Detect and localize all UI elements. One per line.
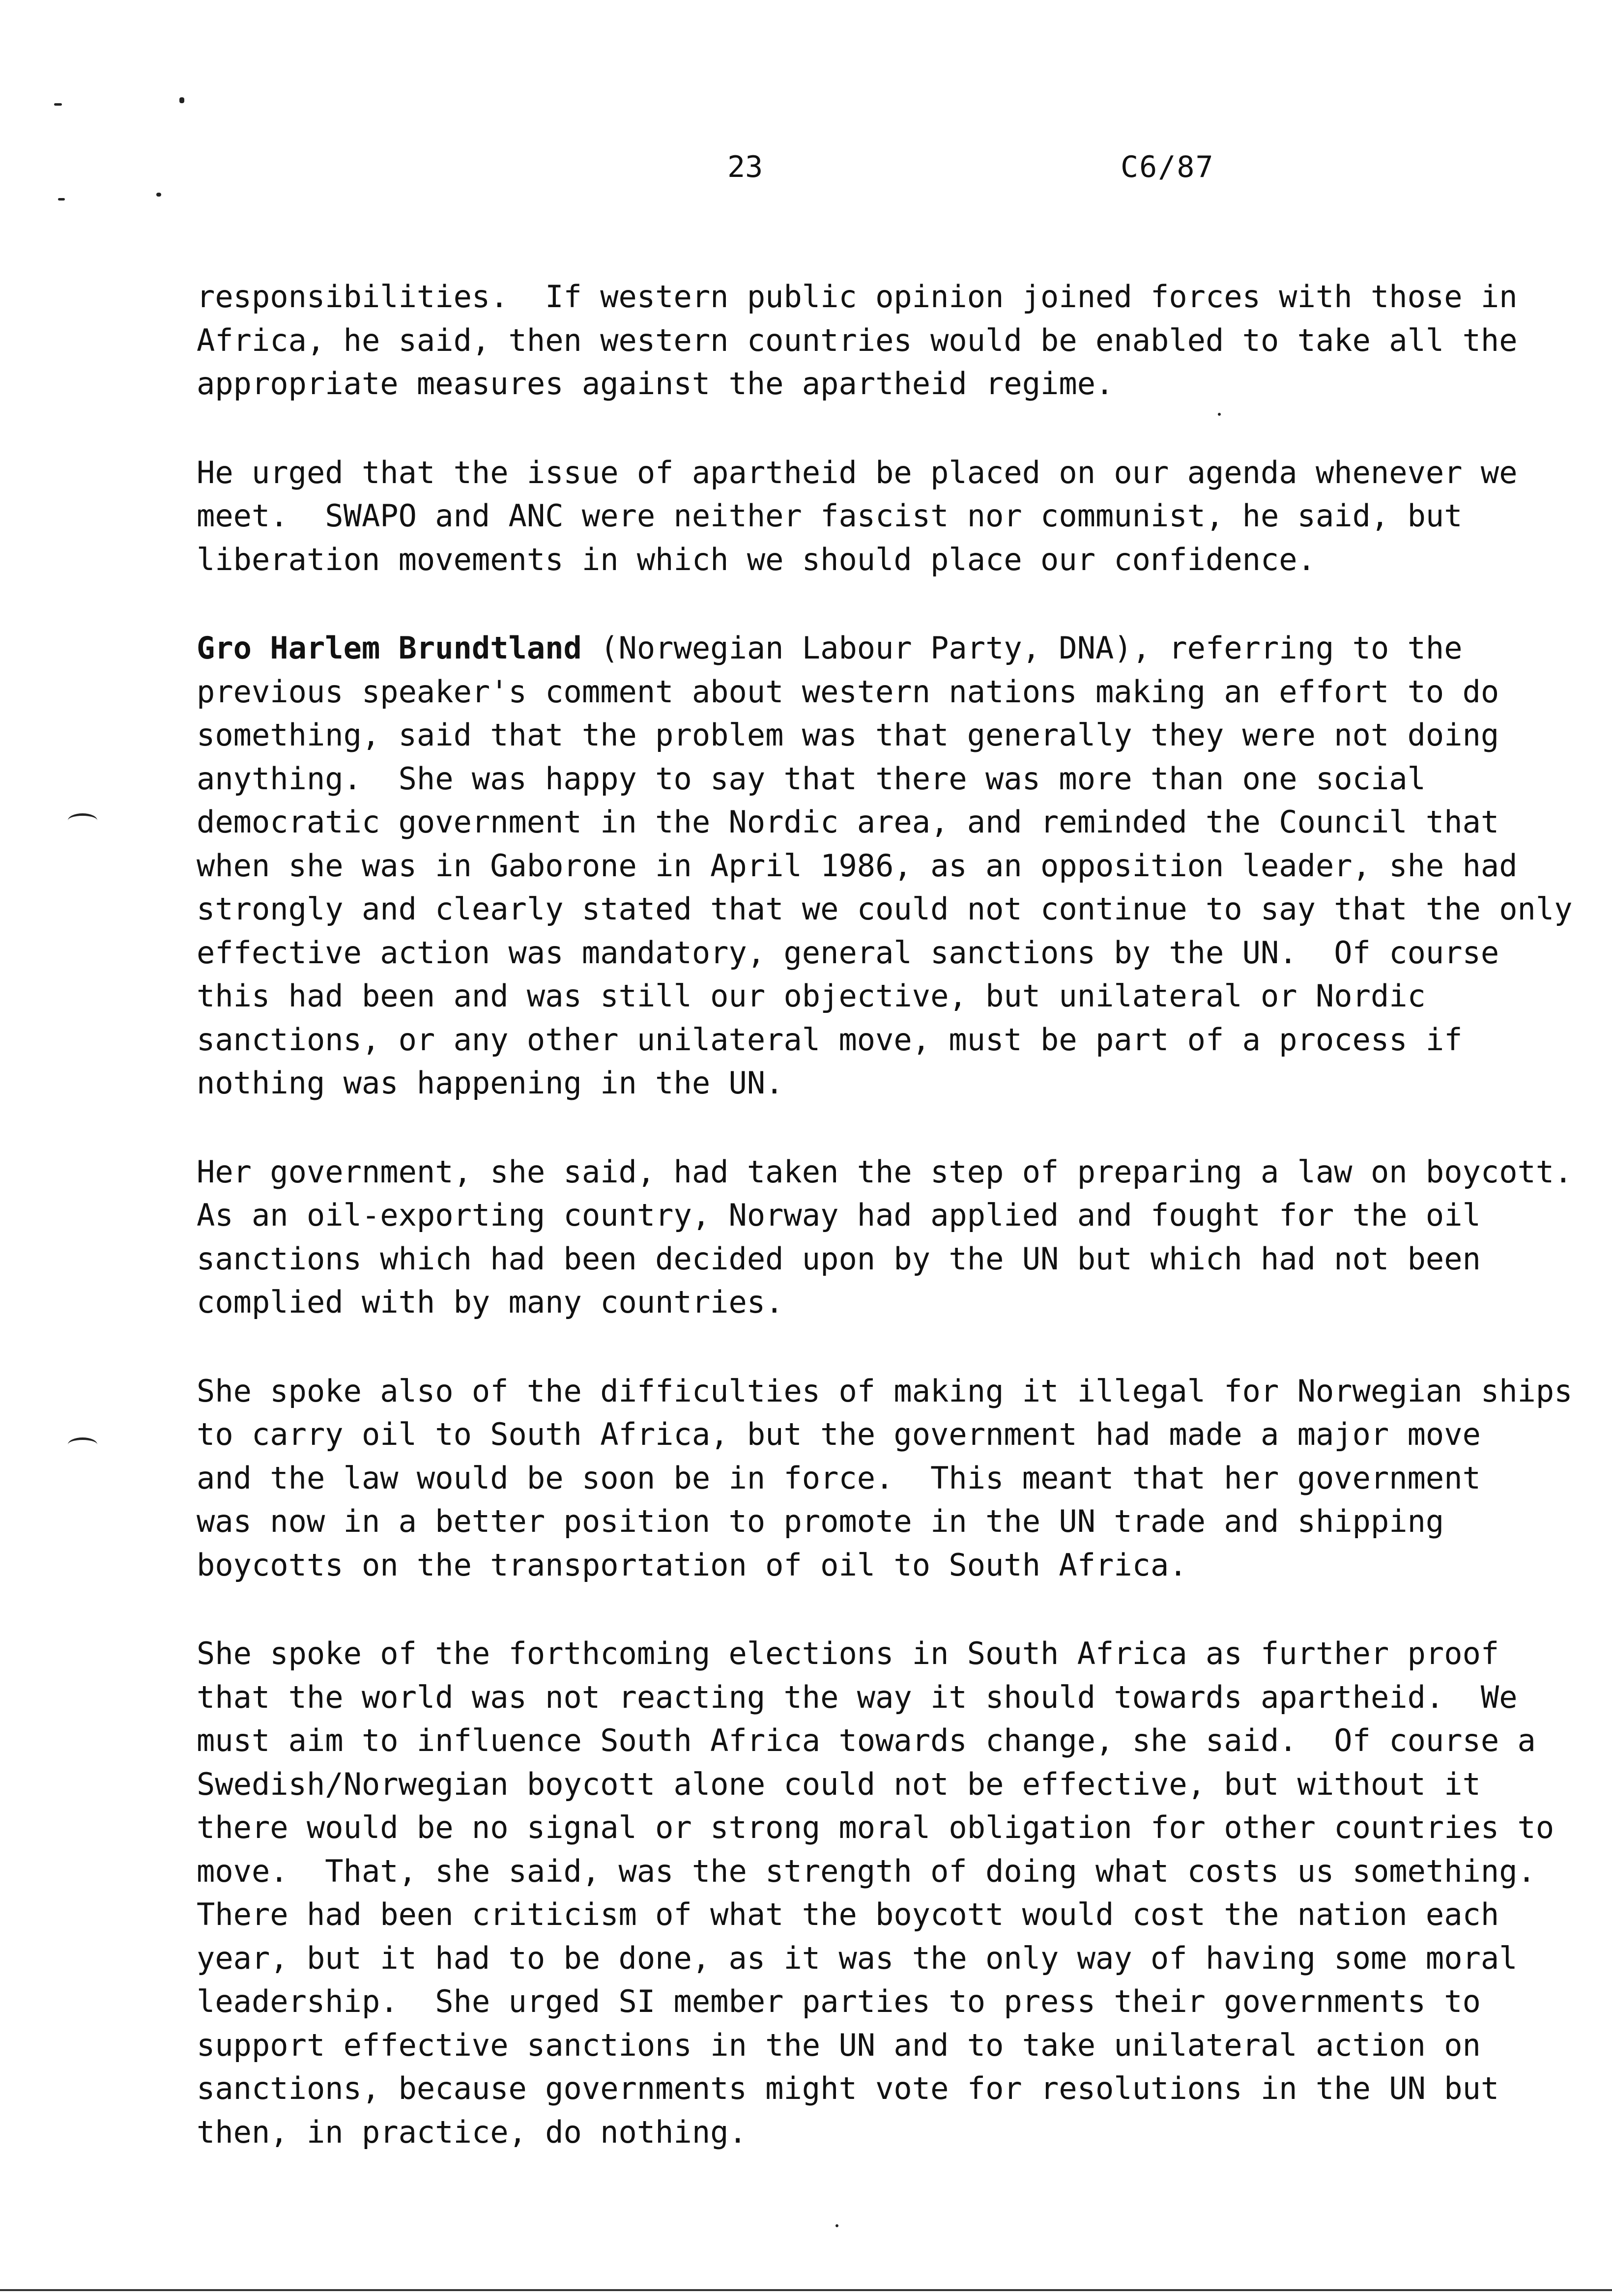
document-body xyxy=(197,275,1573,2199)
text-line: democratic government in the Nordic area, and reminded the Council that xyxy=(197,804,1499,840)
page-header xyxy=(727,147,1293,187)
text-line: then, in practice, do nothing. xyxy=(197,2114,747,2150)
text-line: leadership. She urged SI member parties to press their governments to xyxy=(197,1983,1481,2019)
paragraph xyxy=(197,275,1518,406)
text-line: move. That, she said, was the strength of doing what costs us something. xyxy=(197,1853,1536,1889)
text-line: complied with by many countries. xyxy=(197,1284,784,1320)
text-line: appropriate measures against the apartheid regime. xyxy=(197,366,1114,402)
text-line: and the law would be soon be in force. This meant that her government xyxy=(197,1460,1481,1496)
text-line: anything. She was happy to say that there was more than one social xyxy=(197,760,1426,797)
text-line: year, but it had to be done, as it was the only way of having some moral xyxy=(197,1940,1518,1976)
text-line: sanctions which had been decided upon by the UN but which had not been xyxy=(197,1240,1481,1277)
margin-arc-mark xyxy=(68,813,97,828)
scan-mark xyxy=(54,103,62,106)
scan-mark xyxy=(179,97,184,103)
text-line xyxy=(197,627,1463,670)
speaker-name: Gro Harlem Brundtland xyxy=(197,630,582,666)
scan-mark xyxy=(156,193,161,197)
text-line: this had been and was still our objective, but unilateral or Nordic xyxy=(197,978,1426,1014)
margin-arc-mark xyxy=(68,1437,97,1452)
text-line: sanctions, or any other unilateral move, must be part of a process if xyxy=(197,1021,1463,1058)
text-line: previous speaker's comment about western nations making an effort to do xyxy=(197,673,1499,710)
scan-mark xyxy=(835,2224,838,2227)
text-line: strongly and clearly stated that we could not continue to say that the only xyxy=(197,891,1573,927)
paragraph xyxy=(197,627,1573,1105)
text-line: As an oil-exporting country, Norway had applied and fought for the oil xyxy=(197,1197,1481,1233)
text-line: effective action was mandatory, general sanctions by the UN. Of course xyxy=(197,934,1499,971)
text-line: She spoke of the forthcoming elections in South Africa as further proof xyxy=(197,1636,1499,1671)
speaker-affiliation: (Norwegian Labour Party, DNA), referring to the xyxy=(581,630,1463,666)
text-line: meet. SWAPO and ANC were neither fascist nor communist, he said, but xyxy=(197,498,1463,534)
paragraph xyxy=(197,1370,1573,1587)
text-line: support effective sanctions in the UN and to take unilateral action on xyxy=(197,2027,1481,2063)
scan-mark xyxy=(58,198,65,201)
text-line: must aim to influence South Africa towards change, she said. Of course a xyxy=(197,1722,1536,1758)
text-line: responsibilities. If western public opinion joined forces with those in xyxy=(197,279,1518,315)
paragraph xyxy=(197,1632,1554,2154)
text-line: She spoke also of the difficulties of making it illegal for Norwegian ships xyxy=(197,1373,1573,1409)
paragraph xyxy=(197,451,1518,582)
text-line: Her government, she said, had taken the step of preparing a law on boycott. xyxy=(197,1153,1573,1190)
bottom-rule xyxy=(0,2289,1612,2291)
text-line: sanctions, because governments might vote for resolutions in the UN but xyxy=(197,2070,1499,2106)
text-line: boycotts on the transportation of oil to South Africa. xyxy=(197,1547,1187,1583)
text-line: something, said that the problem was that generally they were not doing xyxy=(197,717,1499,753)
text-line: Africa, he said, then western countries would be enabled to take all the xyxy=(197,322,1518,358)
text-line: to carry oil to South Africa, but the government had made a major move xyxy=(197,1416,1481,1452)
text-line: liberation movements in which we should place our confidence. xyxy=(197,541,1316,577)
text-line: There had been criticism of what the boycott would cost the nation each xyxy=(197,1896,1499,1932)
text-line: He urged that the issue of apartheid be placed on our agenda whenever we xyxy=(197,454,1518,490)
text-line: nothing was happening in the UN. xyxy=(197,1065,784,1101)
text-line: that the world was not reacting the way it should towards apartheid. We xyxy=(197,1679,1518,1715)
document-reference: C6/87 xyxy=(1121,150,1214,184)
paragraph xyxy=(197,1150,1573,1324)
text-line: was now in a better position to promote in the UN trade and shipping xyxy=(197,1503,1444,1539)
page-number: 23 xyxy=(727,150,763,184)
text-line: when she was in Gaborone in April 1986, as an opposition leader, she had xyxy=(197,847,1518,884)
text-line: there would be no signal or strong moral obligation for other countries to xyxy=(197,1809,1554,1845)
text-line: Swedish/Norwegian boycott alone could not be effective, but without it xyxy=(197,1766,1481,1802)
